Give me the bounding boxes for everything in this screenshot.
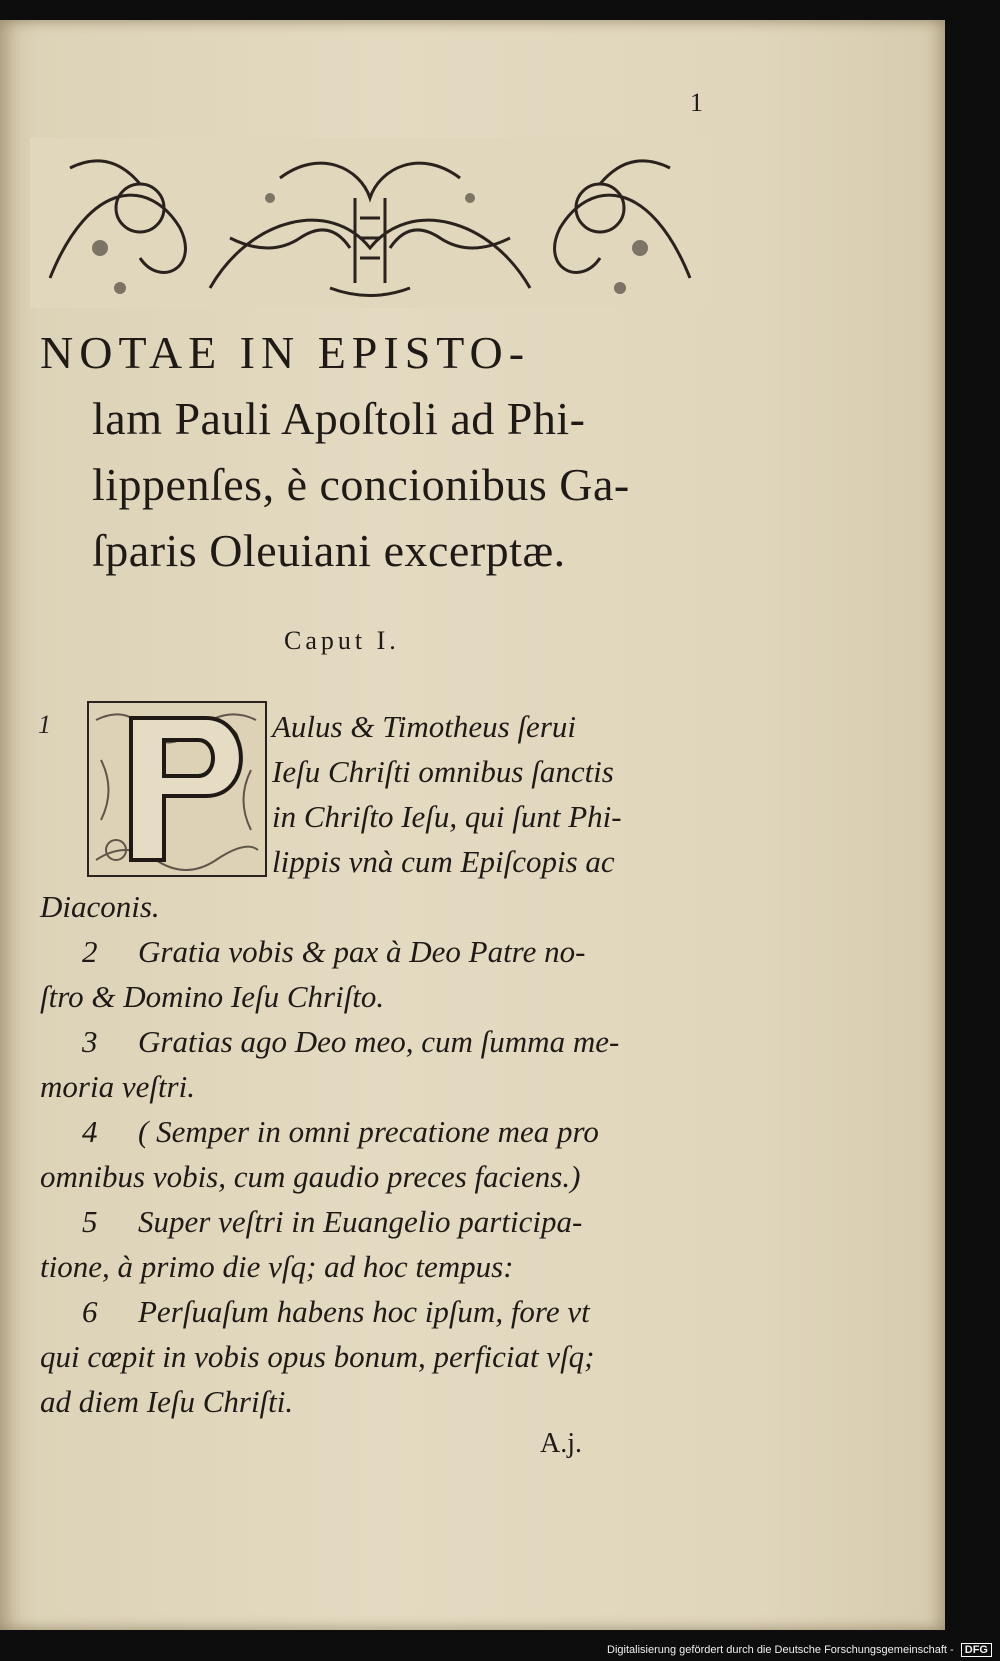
chapter-heading: Caput I. bbox=[284, 626, 400, 655]
title-block bbox=[40, 320, 720, 584]
verse-line: ſtro & Domino Ieſu Chriſto. bbox=[40, 979, 385, 1014]
verse-line: in Chriſto Ieſu, qui ſunt Phi- bbox=[272, 799, 622, 834]
title-line: NOTAE IN EPISTO- bbox=[40, 327, 531, 378]
ornamental-headpiece bbox=[30, 138, 710, 308]
verse-line: omnibus vobis, cum gaudio preces faciens.) bbox=[40, 1159, 581, 1194]
verse-line: ad diem Ieſu Chriſti. bbox=[40, 1384, 294, 1419]
verse-text bbox=[40, 704, 700, 1424]
verse-number: 4 bbox=[82, 1114, 98, 1149]
digitization-footer bbox=[607, 1643, 992, 1657]
signature-mark: A.j. bbox=[540, 1428, 582, 1459]
verse-number: 3 bbox=[82, 1024, 98, 1059]
verse-number: 2 bbox=[82, 934, 98, 969]
page-number: 1 bbox=[690, 88, 703, 117]
verse-line: Aulus & Timotheus ſerui bbox=[272, 709, 576, 744]
verse-line: moria veſtri. bbox=[40, 1069, 195, 1104]
verse-line: Perſuaſum habens hoc ipſum, fore vt bbox=[138, 1294, 590, 1329]
verse-number: 5 bbox=[82, 1204, 98, 1239]
title-line: lam Pauli Apoſtoli ad Phi- bbox=[92, 393, 586, 444]
verse-line: Super veſtri in Euangelio participa- bbox=[138, 1204, 583, 1239]
verse-line: Gratia vobis & pax à Deo Patre no- bbox=[138, 934, 586, 969]
verse-line: Ieſu Chriſti omnibus ſanctis bbox=[272, 754, 614, 789]
verse-number: 6 bbox=[82, 1294, 98, 1329]
verse-line: qui cœpit in vobis opus bonum, perficiat vſq; bbox=[40, 1339, 595, 1374]
book-page bbox=[0, 20, 945, 1630]
title-line: ſparis Oleuiani excerptæ. bbox=[92, 525, 566, 576]
dfg-logo: DFG bbox=[961, 1643, 992, 1657]
footer-text: Digitalisierung gefördert durch die Deutsche Forschungsgemeinschaft - bbox=[607, 1644, 954, 1656]
verse-line: lippis vnà cum Epiſcopis ac bbox=[272, 844, 615, 879]
title-line: lippenſes, è concionibus Ga- bbox=[92, 459, 630, 510]
verse-line: Diaconis. bbox=[40, 889, 160, 924]
verse-line: Gratias ago Deo meo, cum ſumma me- bbox=[138, 1024, 620, 1059]
verse-line: tione, à primo die vſq; ad hoc tempus: bbox=[40, 1249, 514, 1284]
verse-line: ( Semper in omni precatione mea pro bbox=[138, 1114, 599, 1149]
verse-number: 1 bbox=[38, 710, 51, 739]
